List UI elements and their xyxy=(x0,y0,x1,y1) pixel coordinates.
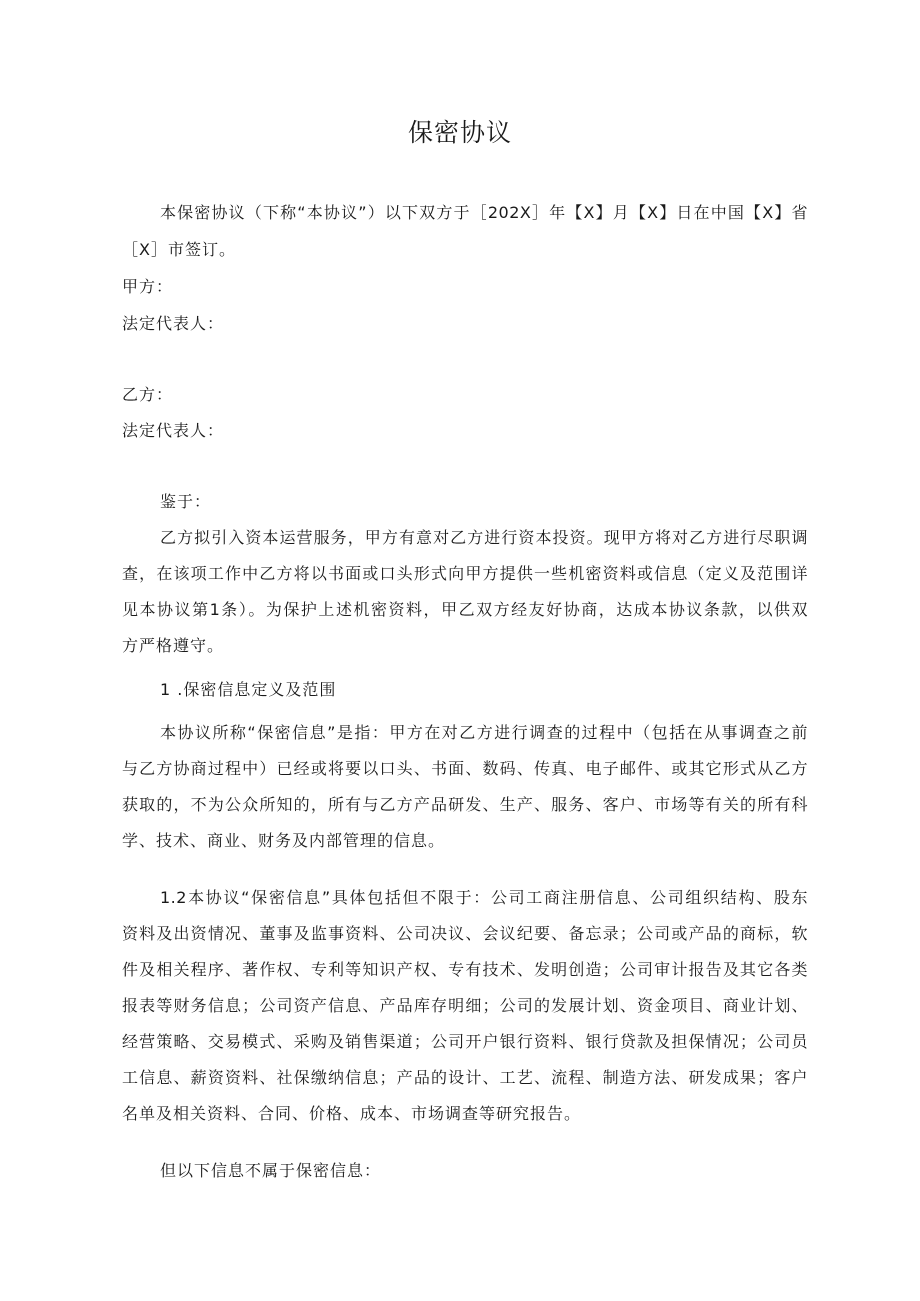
section-1-2-line-5: 经营策略、交易模式、采购及销售渠道；公司开户银行资料、银行贷款及担保情况；公司员 xyxy=(122,1032,808,1051)
party-a-label: 甲方： xyxy=(122,277,174,296)
section-1-2-line-2: 资料及出资情况、董事及监事资料、公司决议、会议纪要、备忘录；公司或产品的商标，软 xyxy=(122,924,808,943)
whereas-line-3: 见本协议第1条）。为保护上述机密资料，甲乙双方经友好协商，达成本协议条款，以供双 xyxy=(122,600,808,619)
whereas-line-4: 方严格遵守。 xyxy=(122,636,225,655)
party-b-label: 乙方： xyxy=(122,385,174,404)
section-1-2-line-3: 件及相关程序、著作权、专利等知识产权、专有技术、发明创造；公司审计报告及其它各类 xyxy=(122,960,808,979)
exclusion-heading: 但以下信息不属于保密信息： xyxy=(160,1161,382,1180)
whereas-line-1: 乙方拟引入资本运营服务，甲方有意对乙方进行资本投资。现甲方将对乙方进行尽职调 xyxy=(160,528,808,547)
party-b-representative-label: 法定代表人： xyxy=(122,421,225,440)
section-1-2-line-4: 报表等财务信息；公司资产信息、产品库存明细；公司的发展计划、资金项目、商业计划、 xyxy=(122,996,808,1015)
section-1-heading: 1 .保密信息定义及范围 xyxy=(160,680,337,699)
section-1-line-2: 与乙方协商过程中）已经或将要以口头、书面、数码、传真、电子邮件、或其它形式从乙方 xyxy=(122,759,808,778)
whereas-line-2: 查，在该项工作中乙方将以书面或口头形式向甲方提供一些机密资料或信息（定义及范围详 xyxy=(122,564,808,583)
section-1-2-line-6: 工信息、薪资资料、社保缴纳信息；产品的设计、工艺、流程、制造方法、研发成果；客户 xyxy=(122,1068,808,1087)
whereas-heading: 鉴于： xyxy=(160,492,212,511)
section-1-line-3: 获取的，不为公众所知的，所有与乙方产品研发、生产、服务、客户、市场等有关的所有科 xyxy=(122,795,808,814)
party-a-representative-label: 法定代表人： xyxy=(122,314,225,333)
intro-line-2: ［X］市签订。 xyxy=(122,240,236,259)
intro-line-1: 本保密协议（下称“本协议”）以下双方于［202X］年【X】月【X】日在中国【X】省 xyxy=(160,203,808,222)
section-1-2-line-1: 1.2本协议“保密信息”具体包括但不限于：公司工商注册信息、公司组织结构、股东 xyxy=(160,888,808,907)
section-1-line-1: 本协议所称“保密信息”是指：甲方在对乙方进行调查的过程中（包括在从事调查之前 xyxy=(160,723,808,742)
document-title: 保密协议 xyxy=(407,118,512,147)
section-1-line-4: 学、技术、商业、财务及内部管理的信息。 xyxy=(122,831,446,850)
section-1-2-line-7: 名单及相关资料、合同、价格、成本、市场调查等研究报告。 xyxy=(122,1104,582,1123)
